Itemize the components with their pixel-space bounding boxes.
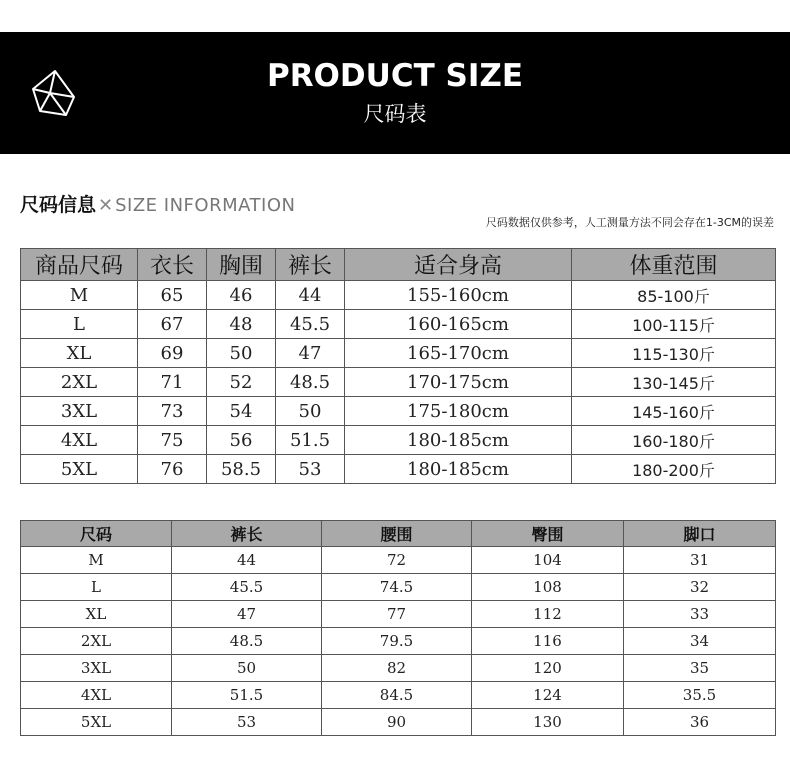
table-cell: M xyxy=(21,281,138,310)
column-header: 尺码 xyxy=(21,521,172,547)
column-header: 臀围 xyxy=(472,521,624,547)
table-cell: XL xyxy=(21,339,138,368)
table-row xyxy=(21,426,776,455)
table-cell: 32 xyxy=(624,574,776,601)
section-title-zh: 尺码信息 xyxy=(20,194,97,216)
table-row xyxy=(21,368,776,397)
table-cell: L xyxy=(21,310,138,339)
table-cell: 69 xyxy=(138,339,207,368)
column-header: 衣长 xyxy=(138,249,207,281)
table-cell: M xyxy=(21,547,172,574)
table-cell: 50 xyxy=(276,397,345,426)
table-cell: 100-115斤 xyxy=(572,310,776,339)
table-cell: 4XL xyxy=(21,682,172,709)
table-cell: 51.5 xyxy=(172,682,322,709)
table-cell: 180-185cm xyxy=(345,455,572,484)
table-cell: 2XL xyxy=(21,368,138,397)
table-cell: 175-180cm xyxy=(345,397,572,426)
table-cell: 130 xyxy=(472,709,624,736)
table-cell: 47 xyxy=(172,601,322,628)
table-row xyxy=(21,601,776,628)
table-row xyxy=(21,339,776,368)
table-cell: 120 xyxy=(472,655,624,682)
table-cell: 116 xyxy=(472,628,624,655)
separator-icon: ✕ xyxy=(98,195,114,216)
table-cell: 115-130斤 xyxy=(572,339,776,368)
table-cell: 48.5 xyxy=(172,628,322,655)
table-cell: 108 xyxy=(472,574,624,601)
table-cell: 50 xyxy=(172,655,322,682)
table-cell: 3XL xyxy=(21,397,138,426)
table-cell: 48 xyxy=(207,310,276,339)
table-row xyxy=(21,455,776,484)
table-row xyxy=(21,281,776,310)
table-cell: XL xyxy=(21,601,172,628)
table-cell: 34 xyxy=(624,628,776,655)
table-cell: 74.5 xyxy=(322,574,472,601)
table-cell: 72 xyxy=(322,547,472,574)
table-cell: 160-165cm xyxy=(345,310,572,339)
table-cell: 3XL xyxy=(21,655,172,682)
column-header: 体重范围 xyxy=(572,249,776,281)
table-cell: 45.5 xyxy=(276,310,345,339)
table-cell: 45.5 xyxy=(172,574,322,601)
table-cell: 90 xyxy=(322,709,472,736)
table-cell: 52 xyxy=(207,368,276,397)
table-cell: 4XL xyxy=(21,426,138,455)
table-cell: 50 xyxy=(207,339,276,368)
table-row xyxy=(21,709,776,736)
table-row xyxy=(21,574,776,601)
size-table-pants xyxy=(20,520,776,736)
table-cell: 77 xyxy=(322,601,472,628)
table-row xyxy=(21,655,776,682)
table-cell: 33 xyxy=(624,601,776,628)
column-header: 商品尺码 xyxy=(21,249,138,281)
table-cell: 160-180斤 xyxy=(572,426,776,455)
size-table-main xyxy=(20,248,776,484)
table-cell: 53 xyxy=(276,455,345,484)
column-header: 裤长 xyxy=(172,521,322,547)
table-cell: 67 xyxy=(138,310,207,339)
table-row xyxy=(21,397,776,426)
table-cell: 35 xyxy=(624,655,776,682)
table-cell: 35.5 xyxy=(624,682,776,709)
table-header-row xyxy=(21,249,776,281)
table-cell: 5XL xyxy=(21,455,138,484)
table-cell: L xyxy=(21,574,172,601)
table-cell: 124 xyxy=(472,682,624,709)
table-cell: 84.5 xyxy=(322,682,472,709)
table-cell: 75 xyxy=(138,426,207,455)
table-cell: 104 xyxy=(472,547,624,574)
table-cell: 112 xyxy=(472,601,624,628)
table-cell: 71 xyxy=(138,368,207,397)
table-cell: 130-145斤 xyxy=(572,368,776,397)
table-cell: 76 xyxy=(138,455,207,484)
table-cell: 54 xyxy=(207,397,276,426)
table-cell: 170-175cm xyxy=(345,368,572,397)
table-cell: 165-170cm xyxy=(345,339,572,368)
table-cell: 56 xyxy=(207,426,276,455)
table-cell: 155-160cm xyxy=(345,281,572,310)
column-header: 腰围 xyxy=(322,521,472,547)
table-row xyxy=(21,547,776,574)
table-cell: 180-185cm xyxy=(345,426,572,455)
table-cell: 44 xyxy=(172,547,322,574)
column-header: 适合身高 xyxy=(345,249,572,281)
table-row xyxy=(21,310,776,339)
table-cell: 65 xyxy=(138,281,207,310)
section-title xyxy=(20,190,295,217)
table-cell: 47 xyxy=(276,339,345,368)
table-header-row xyxy=(21,521,776,547)
table-cell: 2XL xyxy=(21,628,172,655)
table-cell: 145-160斤 xyxy=(572,397,776,426)
table-cell: 51.5 xyxy=(276,426,345,455)
table-cell: 48.5 xyxy=(276,368,345,397)
table-row xyxy=(21,682,776,709)
section-title-en: SIZE INFORMATION xyxy=(115,195,296,216)
table-cell: 46 xyxy=(207,281,276,310)
table-row xyxy=(21,628,776,655)
table-cell: 58.5 xyxy=(207,455,276,484)
table-cell: 82 xyxy=(322,655,472,682)
banner-title: PRODUCT SIZE xyxy=(266,58,524,94)
table-cell: 79.5 xyxy=(322,628,472,655)
header-banner xyxy=(0,32,790,154)
table-cell: 53 xyxy=(172,709,322,736)
table-cell: 44 xyxy=(276,281,345,310)
table-cell: 85-100斤 xyxy=(572,281,776,310)
column-header: 裤长 xyxy=(276,249,345,281)
table-cell: 5XL xyxy=(21,709,172,736)
table-cell: 31 xyxy=(624,547,776,574)
table-cell: 180-200斤 xyxy=(572,455,776,484)
table-cell: 73 xyxy=(138,397,207,426)
column-header: 胸围 xyxy=(207,249,276,281)
banner-subtitle: 尺码表 xyxy=(363,102,427,126)
table-cell: 36 xyxy=(624,709,776,736)
column-header: 脚口 xyxy=(624,521,776,547)
measurement-note: 尺码数据仅供参考，人工测量方法不同会存在1-3CM的误差 xyxy=(485,216,774,229)
